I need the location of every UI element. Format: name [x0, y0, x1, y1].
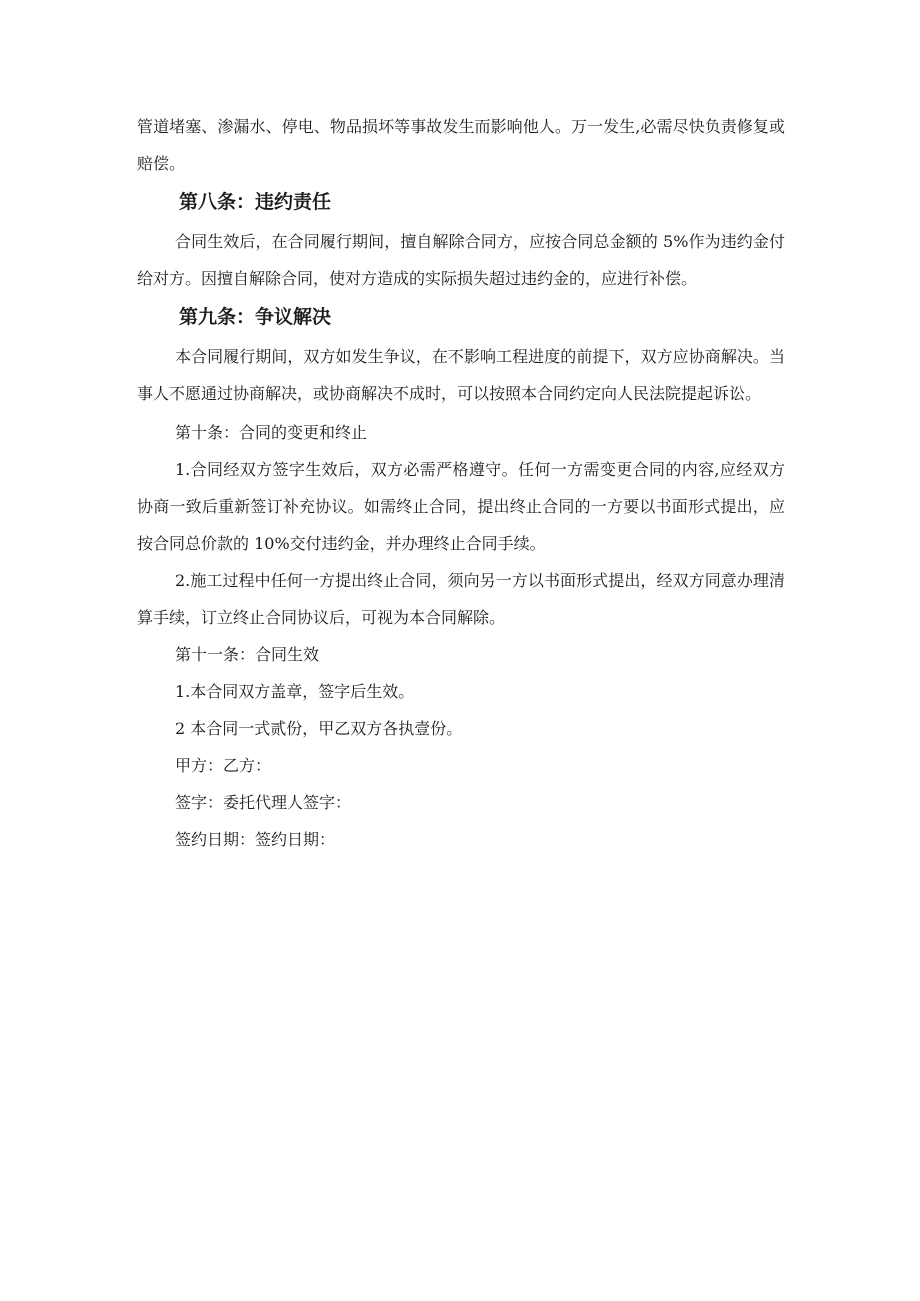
intro-paragraph: 管道堵塞、渗漏水、停电、物品损坏等事故发生而影响他人。万一发生,必需尽快负责修复或赔偿。: [137, 117, 785, 173]
article-11-item-2: 2 本合同一式贰份，甲乙双方各执壹份。: [175, 719, 463, 738]
article-11-item-1: 1.本合同双方盖章，签字后生效。: [175, 682, 415, 701]
article-9-heading: 第九条：争议解决: [179, 306, 332, 328]
signing-date-line: 签约日期：签约日期：: [175, 830, 336, 849]
article-10-item-2: 2.施工过程中任何一方提出终止合同，须向另一方以书面形式提出，经双方同意办理清算手续，订立终止合同协议后，可视为本合同解除。: [137, 571, 785, 627]
document-page: [137, 108, 785, 858]
article-8-paragraph: 合同生效后，在合同履行期间，擅自解除合同方，应按合同总金额的 5%作为违约金付给对方。因擅自解除合同，使对方造成的实际损失超过违约金的，应进行补偿。: [137, 232, 785, 288]
article-9-paragraph: 本合同履行期间，双方如发生争议，在不影响工程进度的前提下，双方应协商解决。当事人不愿通过协商解决，或协商解决不成时，可以按照本合同约定向人民法院提起诉讼。: [137, 347, 785, 403]
article-11-heading: 第十一条：合同生效: [175, 645, 320, 664]
article-10-heading: 第十条：合同的变更和终止: [175, 423, 368, 442]
signature-line: 签字：委托代理人签字：: [175, 793, 352, 812]
article-10-item-1: 1.合同经双方签字生效后，双方必需严格遵守。任何一方需变更合同的内容,应经双方协商一致后重新签订补充协议。如需终止合同，提出终止合同的一方要以书面形式提出，应按合同总价款的 10%交付违约金，并办理终止合同手续。: [137, 460, 785, 553]
article-8-heading: 第八条：违约责任: [179, 191, 332, 213]
party-line: 甲方：乙方：: [175, 756, 272, 775]
